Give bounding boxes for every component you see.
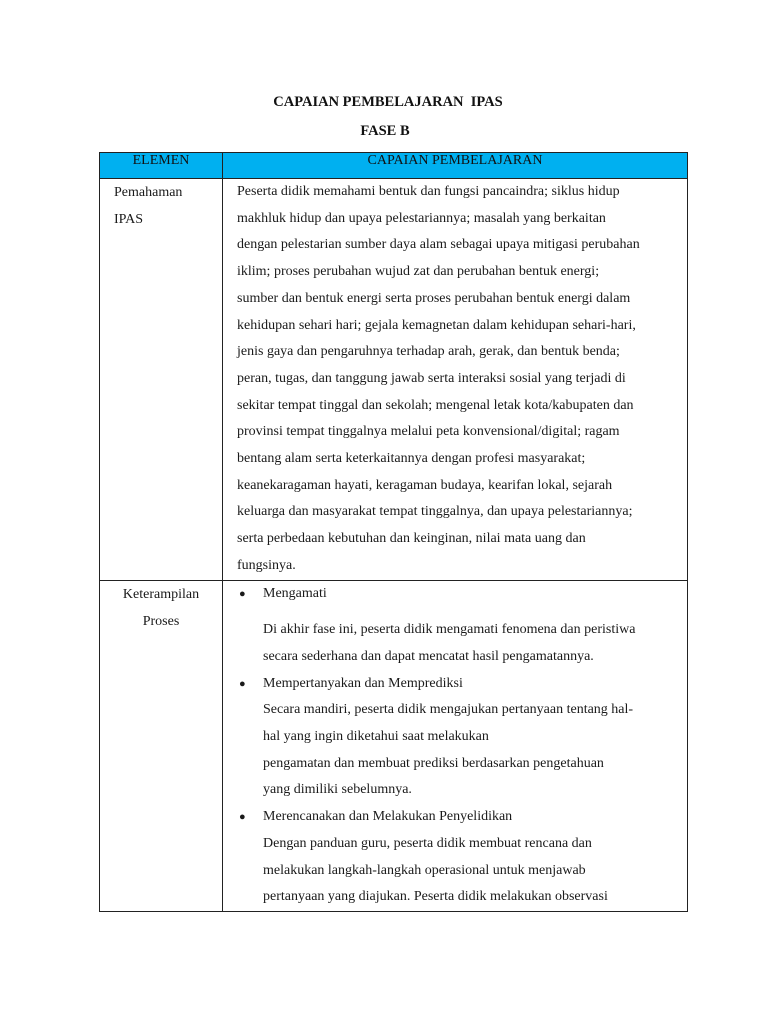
item-desc-line: Di akhir fase ini, peserta didik mengamati fenomena dan peristiwa <box>263 622 636 638</box>
bullet-icon: ● <box>239 587 246 600</box>
item-title: Merencanakan dan Melakukan Penyelidikan <box>263 809 513 825</box>
list-item <box>237 581 687 671</box>
content-line: peran, tugas, dan tanggung jawab serta interaksi sosial yang terjadi di <box>237 370 626 386</box>
learning-outcomes-table <box>99 152 688 912</box>
element-cell <box>100 580 223 911</box>
header-elemen: ELEMEN <box>100 153 223 179</box>
content-line: provinsi tempat tinggalnya melalui peta konvensional/digital; ragam <box>237 424 620 440</box>
element-label: Proses <box>142 613 180 629</box>
element-label: IPAS <box>114 212 144 227</box>
content-line: sekitar tempat tinggal dan sekolah; mengenal letak kota/kabupaten dan <box>237 397 634 413</box>
content-line: fungsinya. <box>237 557 296 573</box>
content-line: iklim; proses perubahan wujud zat dan perubahan bentuk energi; <box>237 264 600 280</box>
document-title: CAPAIAN PEMBELAJARAN IPAS <box>273 94 503 110</box>
item-desc-line: secara sederhana dan dapat mencatat hasil pengamatannya. <box>263 648 594 664</box>
table-header-row <box>100 153 688 179</box>
content-line: keanekaragaman hayati, keragaman budaya, kearifan lokal, sejarah <box>237 477 613 493</box>
content-line: serta perbedaan kebutuhan dan keinginan, nilai mata uang dan <box>237 531 586 547</box>
item-desc-line: hal yang ingin diketahui saat melakukan <box>263 729 489 745</box>
content-line: sumber dan bentuk energi serta proses perubahan bentuk energi dalam <box>237 290 631 306</box>
content-line: dengan pelestarian sumber daya alam sebagai upaya mitigasi perubahan <box>237 237 640 253</box>
item-desc-line: melakukan langkah-langkah operasional untuk menjawab <box>263 862 586 878</box>
item-desc-line: pengamatan dan membuat prediksi berdasarkan pengetahuan <box>263 755 604 771</box>
header-capaian: CAPAIAN PEMBELAJARAN <box>223 153 688 179</box>
element-label: Pemahaman <box>114 185 183 200</box>
bullet-icon: ● <box>239 677 246 690</box>
content-cell <box>223 580 688 911</box>
content-line: keluarga dan masyarakat tempat tinggalnya, dan upaya pelestariannya; <box>237 504 633 520</box>
list-item <box>237 804 687 911</box>
content-line: bentang alam serta keterkaitannya dengan profesi masyarakat; <box>237 451 586 467</box>
element-label: Keterampilan <box>122 586 200 602</box>
table-row <box>100 580 688 911</box>
list-item <box>237 671 687 805</box>
content-line: kehidupan sehari hari; gejala kemagnetan dalam kehidupan sehari-hari, <box>237 317 636 333</box>
element-cell <box>100 179 223 581</box>
item-title: Mempertanyakan dan Memprediksi <box>263 675 463 691</box>
skill-list <box>237 581 687 911</box>
content-line: Peserta didik memahami bentuk dan fungsi pancaindra; siklus hidup <box>237 184 620 199</box>
item-title: Mengamati <box>263 585 327 601</box>
table-row <box>100 179 688 581</box>
item-desc-line: pertanyaan yang diajukan. Peserta didik melakukan observasi <box>263 889 608 905</box>
item-desc-line: Secara mandiri, peserta didik mengajukan pertanyaan tentang hal- <box>263 702 634 718</box>
document-subtitle: FASE B <box>360 123 410 139</box>
bullet-icon: ● <box>239 811 246 824</box>
item-desc-line: yang dimiliki sebelumnya. <box>263 782 412 798</box>
content-line: makhluk hidup dan upaya pelestariannya; masalah yang berkaitan <box>237 210 606 226</box>
content-cell <box>223 179 688 581</box>
content-line: jenis gaya dan pengaruhnya terhadap arah, gerak, dan bentuk benda; <box>237 344 620 360</box>
item-desc-line: Dengan panduan guru, peserta didik membuat rencana dan <box>263 835 592 851</box>
